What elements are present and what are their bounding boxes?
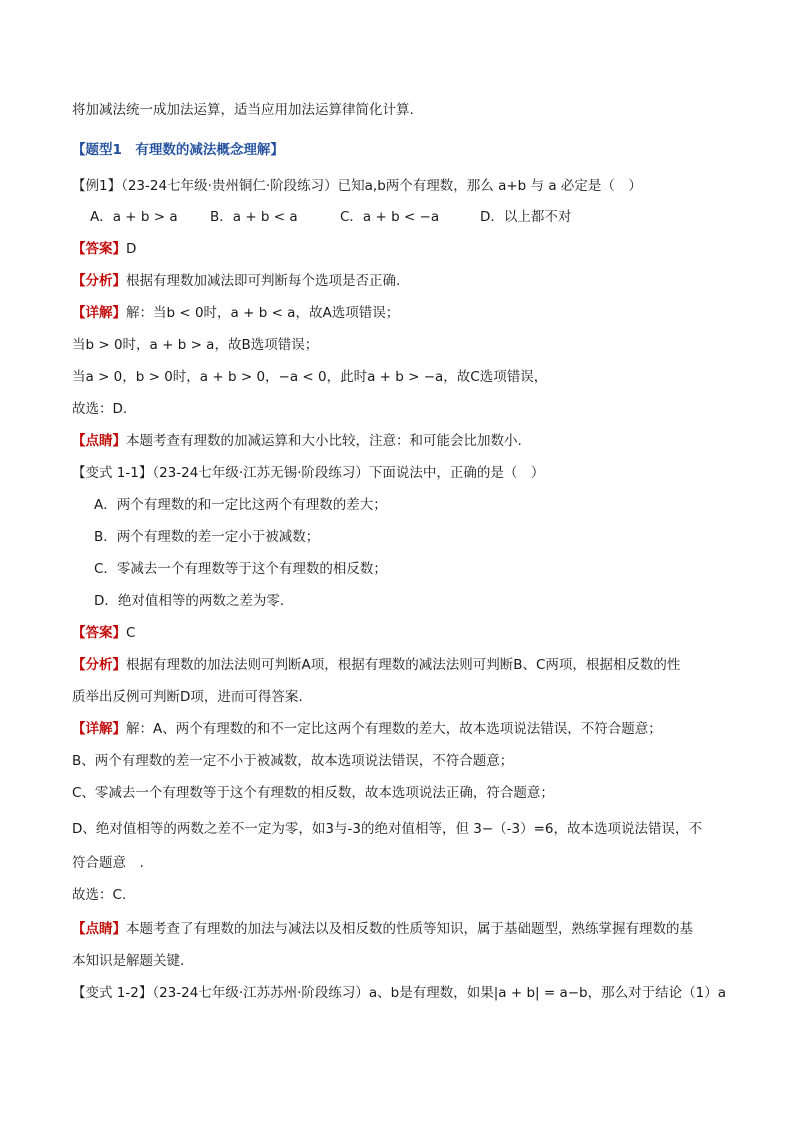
option-c: C．a + b < −a [340, 209, 440, 225]
variant-1-2-stem [72, 983, 726, 1003]
detail-label: 【详解】 [72, 721, 126, 737]
variant-1-1-comment-2: 本知识是解题关键. [72, 953, 185, 969]
variant-1-1-source: （23-24七年级·江苏无锡·阶段练习） [152, 465, 369, 481]
answer-label: 【答案】 [72, 625, 126, 641]
comment-text: 本题考查有理数的加减运算和大小比较，注意：和可能会比加数小. [126, 433, 522, 449]
variant-1-1-detail-4: D、绝对值相等的两数之差不一定为零，如3与-3的绝对值相等，但 3−（-3）=6，故本选项说法错误，不 [72, 821, 702, 837]
example-1-comment [72, 431, 522, 451]
comment-label: 【点睛】 [72, 433, 126, 449]
variant-1-1-detail-1 [72, 719, 662, 739]
comment-label: 【点睛】 [72, 921, 126, 937]
example-1-answer [72, 239, 136, 259]
variant-1-1-choice: 故选：C. [72, 887, 127, 903]
example-1-source: （23-24七年级·贵州铜仁·阶段练习） [121, 178, 338, 194]
analysis-text: 根据有理数的加法法则可判断A项，根据有理数的减法法则可判断B、C两项，根据相反数的性 [126, 657, 681, 673]
variant-1-1-question: 下面说法中，正确的是（ ） [368, 465, 545, 481]
variant-1-1-analysis-2: 质举出反例可判断D项，进而可得答案. [72, 689, 303, 705]
example-1-detail-3: 当a > 0，b > 0时，a + b > 0，−a < 0，此时a + b > −a，故C选项错误， [72, 369, 548, 385]
variant-1-2-tag: 【变式 1-2】 [72, 985, 153, 1001]
variant-1-1-comment-1 [72, 919, 693, 939]
example-1-detail-2: 当b > 0时，a + b > a，故B选项错误； [72, 337, 319, 353]
analysis-label: 【分析】 [72, 657, 126, 673]
answer-value: D [126, 241, 137, 257]
detail-text: 解：当b < 0时，a + b < a，故A选项错误； [126, 305, 400, 321]
example-1-tag: 【例1】 [72, 178, 122, 194]
variant-1-1-option-d: D．绝对值相等的两数之差为零. [94, 593, 285, 609]
variant-1-1-detail-3: C、零减去一个有理数等于这个有理数的相反数，故本选项说法正确，符合题意； [72, 785, 554, 801]
example-1-analysis [72, 271, 400, 291]
example-1-choice: 故选：D. [72, 401, 128, 417]
variant-1-1-tag: 【变式 1-1】 [72, 465, 153, 481]
detail-label: 【详解】 [72, 305, 126, 321]
option-d: D．以上都不对 [480, 209, 572, 225]
variant-1-1-option-b: B．两个有理数的差一定小于被减数； [94, 529, 320, 545]
example-1-options [90, 207, 571, 227]
topic-heading: 【题型1 有理数的减法概念理解】 [72, 142, 284, 158]
variant-1-1-option-a: A．两个有理数的和一定比这两个有理数的差大； [94, 497, 387, 513]
option-a: A．a + b > a [90, 209, 178, 225]
variant-1-2-question: a、b是有理数，如果|a + b| = a−b，那么对于结论（1）a [368, 985, 726, 1001]
analysis-text: 根据有理数加减法即可判断每个选项是否正确. [126, 273, 401, 289]
comment-text: 本题考查了有理数的加法与减法以及相反数的性质等知识，属于基础题型，熟练掌握有理数的基 [126, 921, 693, 937]
answer-label: 【答案】 [72, 241, 126, 257]
intro-text: 将加减法统一成加法运算，适当应用加法运算律简化计算. [72, 102, 414, 118]
variant-1-1-detail-5: 符合题意 . [72, 855, 144, 871]
detail-text: 解：A、两个有理数的和不一定比这两个有理数的差大，故本选项说法错误，不符合题意； [126, 721, 662, 737]
variant-1-1-detail-2: B、两个有理数的差一定不小于被减数，故本选项说法错误，不符合题意； [72, 753, 514, 769]
variant-1-1-answer [72, 623, 135, 643]
variant-1-2-source: （23-24七年级·江苏苏州·阶段练习） [152, 985, 369, 1001]
answer-value: C [126, 625, 136, 641]
variant-1-1-stem [72, 463, 544, 483]
analysis-label: 【分析】 [72, 273, 126, 289]
variant-1-1-analysis-1 [72, 655, 680, 675]
example-1-detail-1 [72, 303, 399, 323]
example-1-stem [72, 176, 642, 196]
example-1-question: 已知a,b两个有理数，那么 a+b 与 a 必定是（ ） [337, 178, 642, 194]
variant-1-1-option-c: C．零减去一个有理数等于这个有理数的相反数； [94, 561, 387, 577]
option-b: B．a + b < a [210, 209, 298, 225]
